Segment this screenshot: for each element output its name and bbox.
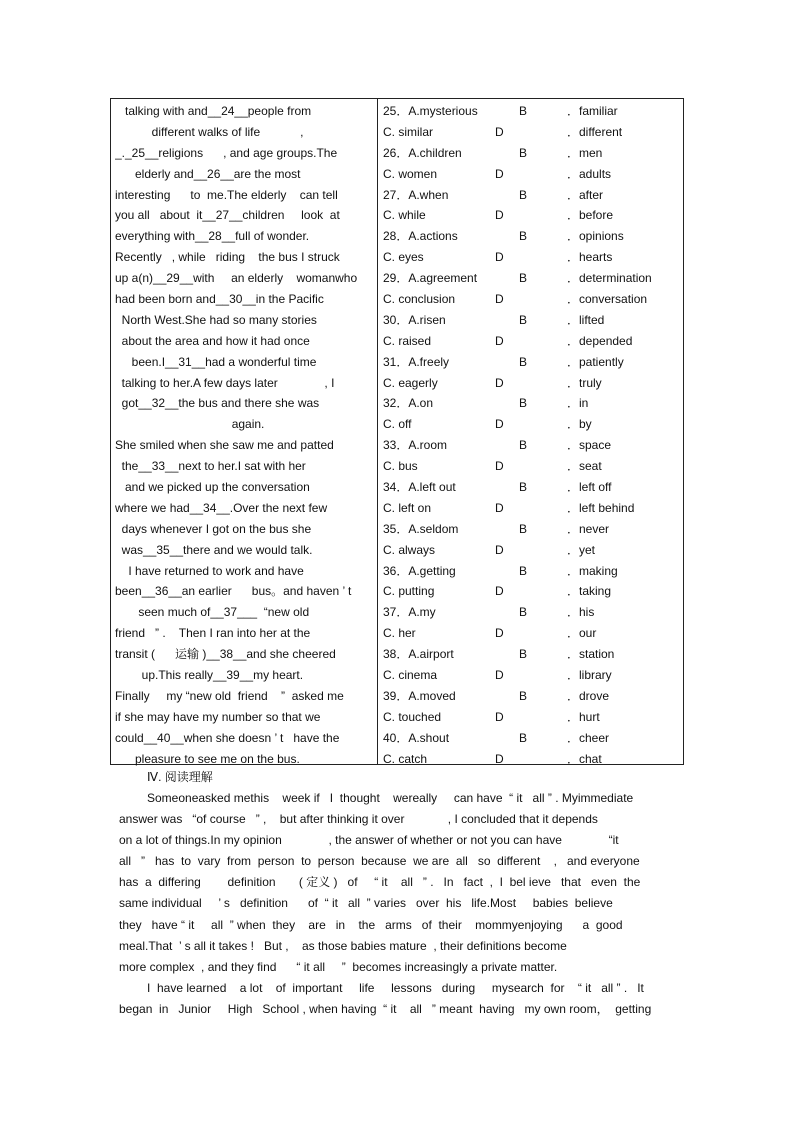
- option-letter: D: [495, 208, 504, 223]
- option-letter: B: [519, 271, 528, 286]
- passage-line: elderly and__26__are the most: [115, 166, 301, 181]
- option-left: C. left on: [383, 500, 432, 515]
- option-left: 35．A.seldom: [383, 521, 459, 536]
- reading-line: they have “ it all ” when they are in the arms of their mommyenjoying a good: [119, 917, 623, 932]
- option-right: ．left behind: [567, 500, 635, 515]
- option-left: C. cinema: [383, 668, 438, 683]
- passage-line: She smiled when she saw me and patted: [115, 438, 334, 453]
- option-letter: B: [519, 145, 528, 160]
- option-row: [383, 644, 681, 665]
- passage-line: Recently , while riding the bus I struck: [115, 250, 340, 265]
- option-right: ．in: [567, 396, 589, 411]
- option-row: [383, 122, 681, 143]
- option-row: [383, 101, 681, 122]
- cloze-passage: [115, 101, 371, 770]
- option-row: [383, 373, 681, 394]
- passage-line: I have returned to work and have: [115, 563, 304, 578]
- option-right: ．yet: [567, 542, 596, 557]
- option-right: ．men: [567, 145, 603, 160]
- reading-line: on a lot of things.In my opinion , the answer of whether or not you can have “it: [119, 833, 619, 848]
- option-letter: D: [495, 584, 504, 599]
- passage-line: again.: [115, 417, 265, 432]
- option-letter: D: [495, 709, 504, 724]
- option-left: C. bus: [383, 459, 418, 474]
- option-left: 26．A.children: [383, 145, 462, 160]
- option-left: 38．A.airport: [383, 647, 454, 662]
- option-row: [383, 247, 681, 268]
- passage-line: was__35__there and we would talk.: [115, 542, 313, 557]
- option-right: ．truly: [567, 375, 602, 390]
- option-right: ．his: [567, 605, 595, 620]
- cloze-table: [110, 98, 684, 765]
- passage-line: seen much of__37___ “new old: [115, 605, 310, 620]
- passage-line: been.I__31__had a wonderful time: [115, 354, 317, 369]
- option-left: 33．A.room: [383, 438, 448, 453]
- option-right: ．by: [567, 417, 592, 432]
- option-letter: D: [495, 375, 504, 390]
- passage-line: had been born and__30__in the Pacific: [115, 292, 324, 307]
- option-row: [383, 289, 681, 310]
- option-right: ．hearts: [567, 250, 613, 265]
- option-row: [383, 728, 681, 749]
- option-right: ．left off: [567, 480, 612, 495]
- option-row: [383, 435, 681, 456]
- option-left: 32．A.on: [383, 396, 434, 411]
- option-left: C. her: [383, 626, 416, 641]
- option-row: [383, 686, 681, 707]
- option-row: [383, 331, 681, 352]
- passage-line: _._25__religions , and age groups.The: [115, 145, 338, 160]
- option-right: ．depended: [567, 333, 633, 348]
- option-left: 36．A.getting: [383, 563, 456, 578]
- option-row: [383, 477, 681, 498]
- column-divider: [377, 99, 378, 764]
- option-right: ．adults: [567, 166, 612, 181]
- option-left: C. women: [383, 166, 438, 181]
- option-letter: D: [495, 250, 504, 265]
- option-left: 27．A.when: [383, 187, 449, 202]
- option-right: ．seat: [567, 459, 602, 474]
- passage-line: and we picked up the conversation: [115, 480, 310, 495]
- option-right: ．opinions: [567, 229, 624, 244]
- option-row: [383, 456, 681, 477]
- passage-line: been__36__an earlier bus。and haven ’ t: [115, 584, 352, 599]
- option-letter: B: [519, 563, 528, 578]
- passage-line: talking to her.A few days later , I: [115, 375, 335, 390]
- reading-line: same individual ’ s definition of “ it all ” varies over his life.Most babies believe: [119, 896, 613, 911]
- option-letter: B: [519, 104, 528, 118]
- option-right: ．our: [567, 626, 597, 641]
- option-row: [383, 352, 681, 373]
- option-letter: B: [519, 730, 528, 745]
- option-right: ．different: [567, 124, 623, 139]
- option-left: C. while: [383, 208, 426, 223]
- option-right: ．lifted: [567, 312, 605, 327]
- option-row: [383, 561, 681, 582]
- passage-line: interesting to me.The elderly can tell: [115, 187, 338, 202]
- passage-line: Finally my “new old friend ” asked me: [115, 688, 344, 703]
- passage-line: you all about it__27__children look at: [115, 208, 340, 223]
- option-left: C. conclusion: [383, 292, 456, 307]
- option-letter: D: [495, 751, 504, 766]
- reading-line: began in Junior High School , when having “ it all ” meant having my own room， getting: [119, 1001, 652, 1016]
- option-left: C. touched: [383, 709, 442, 724]
- option-right: ．before: [567, 208, 614, 223]
- option-row: [383, 519, 681, 540]
- option-letter: B: [519, 354, 528, 369]
- option-right: ．chat: [567, 751, 602, 766]
- passage-line: could__40__when she doesn ’ t have the: [115, 730, 340, 745]
- passage-line: got__32__the bus and there she was: [115, 396, 320, 411]
- option-letter: D: [495, 668, 504, 683]
- option-right: ．familiar: [567, 104, 618, 118]
- option-row: [383, 540, 681, 561]
- option-right: ．hurt: [567, 709, 600, 724]
- option-row: [383, 205, 681, 226]
- option-letter: D: [495, 500, 504, 515]
- option-left: C. off: [383, 417, 412, 432]
- option-right: ．making: [567, 563, 618, 578]
- option-right: ．patiently: [567, 354, 624, 369]
- option-left: 31．A.freely: [383, 354, 450, 369]
- reading-line: I have learned a lot of important life lessons during mysearch for “ it all ” . It: [147, 980, 644, 995]
- option-letter: D: [495, 417, 504, 432]
- option-right: ．station: [567, 647, 615, 662]
- option-letter: B: [519, 229, 528, 244]
- option-row: [383, 226, 681, 247]
- option-letter: B: [519, 688, 528, 703]
- option-row: [383, 393, 681, 414]
- option-right: ．space: [567, 438, 612, 453]
- option-letter: B: [519, 521, 528, 536]
- option-left: 29．A.agreement: [383, 271, 478, 286]
- option-left: C. eyes: [383, 250, 424, 265]
- passage-line: the__33__next to her.I sat with her: [115, 459, 306, 474]
- reading-line: has a differing definition ( 定义 ) of “ it all ” . In fact , I bel ieve that even the: [119, 875, 641, 890]
- reading-section: [119, 766, 679, 1020]
- option-left: C. always: [383, 542, 436, 557]
- option-left: 39．A.moved: [383, 688, 456, 703]
- option-right: ．cheer: [567, 730, 610, 745]
- passage-line: different walks of life ,: [115, 124, 304, 139]
- passage-line: transit ( 运输 )__38__and she cheered: [115, 647, 336, 662]
- option-row: [383, 707, 681, 728]
- option-left: C. catch: [383, 751, 428, 766]
- option-right: ．taking: [567, 584, 612, 599]
- option-right: ．drove: [567, 688, 610, 703]
- passage-line: everything with__28__full of wonder.: [115, 229, 310, 244]
- option-letter: B: [519, 438, 528, 453]
- option-letter: D: [495, 292, 504, 307]
- option-left: 37．A.my: [383, 605, 436, 620]
- option-right: ．after: [567, 187, 604, 202]
- passage-line: if she may have my number so that we: [115, 709, 321, 724]
- option-right: ．library: [567, 668, 612, 683]
- option-letter: B: [519, 605, 528, 620]
- passage-line: where we had__34__.Over the next few: [115, 500, 328, 515]
- option-letter: D: [495, 124, 504, 139]
- option-row: [383, 143, 681, 164]
- option-letter: D: [495, 626, 504, 641]
- passage-line: North West.She had so many stories: [115, 312, 317, 327]
- reading-line: all ” has to vary from person to person because we are all so different , and everyone: [119, 854, 640, 869]
- option-letter: D: [495, 459, 504, 474]
- passage-line: up.This really__39__my heart.: [115, 668, 304, 683]
- option-row: [383, 268, 681, 289]
- reading-line: Someoneasked methis week if I thought wereally can have “ it all ” . Myimmediate: [147, 791, 634, 805]
- option-letter: B: [519, 187, 528, 202]
- option-left: C. similar: [383, 124, 433, 139]
- passage-line: up a(n)__29__with an elderly womanwho: [115, 271, 358, 286]
- passage-line: friend ” . Then I ran into her at the: [115, 626, 311, 641]
- option-row: [383, 498, 681, 519]
- passage-line: pleasure to see me on the bus.: [115, 751, 300, 766]
- reading-line: meal.That ’ s all it takes ! But , as those babies mature , their definitions become: [119, 938, 567, 953]
- cloze-options: [383, 101, 681, 770]
- option-letter: B: [519, 396, 528, 411]
- option-row: [383, 185, 681, 206]
- passage-line: days whenever I got on the bus she: [115, 521, 312, 536]
- option-left: 34．A.left out: [383, 480, 456, 495]
- option-row: [383, 414, 681, 435]
- option-row: [383, 164, 681, 185]
- option-left: 25．A.mysterious: [383, 104, 478, 118]
- option-row: [383, 602, 681, 623]
- passage-line: about the area and how it had once: [115, 333, 310, 348]
- option-letter: D: [495, 542, 504, 557]
- option-left: 28．A.actions: [383, 229, 458, 244]
- section-heading: Ⅳ. 阅读理解: [147, 770, 213, 784]
- option-left: C. eagerly: [383, 375, 438, 390]
- option-right: ．never: [567, 521, 610, 536]
- option-left: C. putting: [383, 584, 435, 599]
- option-right: ．conversation: [567, 292, 648, 307]
- option-row: [383, 581, 681, 602]
- option-left: C. raised: [383, 333, 432, 348]
- option-left: 40．A.shout: [383, 730, 450, 745]
- reading-line: more complex , and they find “ it all ” becomes increasingly a private matter.: [119, 959, 558, 974]
- option-letter: D: [495, 333, 504, 348]
- option-row: [383, 623, 681, 644]
- option-letter: D: [495, 166, 504, 181]
- option-row: [383, 665, 681, 686]
- reading-line: answer was “of course ” , but after thinking it over , I concluded that it depends: [119, 812, 598, 827]
- option-row: [383, 310, 681, 331]
- option-right: ．determination: [567, 271, 652, 286]
- option-letter: B: [519, 647, 528, 662]
- option-left: 30．A.risen: [383, 312, 446, 327]
- option-letter: B: [519, 312, 528, 327]
- option-letter: B: [519, 480, 528, 495]
- reading-paragraphs: [119, 788, 679, 1020]
- passage-line: talking with and__24__people from: [115, 104, 312, 118]
